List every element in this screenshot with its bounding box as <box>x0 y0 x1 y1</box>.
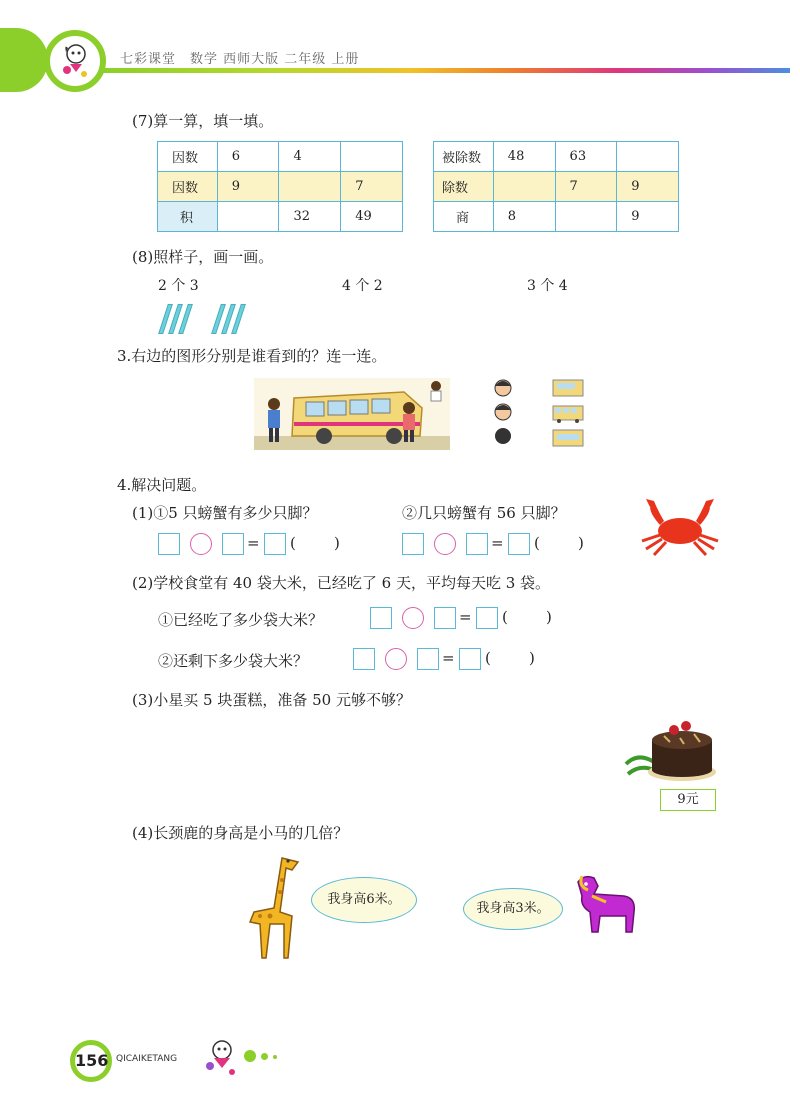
q8-item-1: 2 个 3 <box>158 278 199 294</box>
factor-table <box>157 141 403 232</box>
table-cell: 因数 <box>158 142 218 172</box>
header-accent-arc <box>0 28 48 92</box>
equals-sign: = <box>491 534 504 552</box>
answer-box[interactable] <box>434 607 456 629</box>
s4-label: 4.解决问题。 <box>117 476 207 494</box>
table-cell[interactable]: 7 <box>555 172 617 202</box>
s4-p4: (4)长颈鹿的身高是小马的几倍？ <box>132 824 349 842</box>
equals-sign: = <box>442 649 455 667</box>
header-mascot-logo <box>44 30 106 92</box>
s3-label: 3.右边的图形分别是谁看到的？连一连。 <box>117 347 387 365</box>
footer-dot <box>273 1055 277 1059</box>
s4-p1b: ②几只螃蟹有 56 只脚？ <box>402 504 566 522</box>
bus-scene-icon <box>254 378 450 450</box>
table-cell: 积 <box>158 202 218 232</box>
table-cell[interactable]: 9 <box>617 172 679 202</box>
q7-label: (7)算一算，填一填。 <box>132 112 274 130</box>
table-cell[interactable]: 63 <box>555 142 617 172</box>
table-cell[interactable]: 7 <box>341 172 403 202</box>
answer-box[interactable] <box>353 648 375 670</box>
table-cell[interactable]: 8 <box>493 202 555 232</box>
operator-circle[interactable] <box>190 533 212 555</box>
table-cell: 除数 <box>434 172 494 202</box>
cake-price-tag: 9元 <box>660 789 716 811</box>
paren-close: ) <box>546 608 552 626</box>
table-cell[interactable] <box>493 172 555 202</box>
paren-close: ) <box>529 649 535 667</box>
table-cell[interactable]: 6 <box>217 142 279 172</box>
table-cell[interactable] <box>217 202 279 232</box>
bus-views-image <box>549 378 599 450</box>
bus-views-icon <box>549 378 599 450</box>
footer-brand: QICAIKETANG <box>116 1054 178 1064</box>
footer-mascot-icon <box>200 1036 240 1080</box>
dividend-table <box>433 141 679 232</box>
answer-box[interactable] <box>466 533 488 555</box>
answer-box[interactable] <box>370 607 392 629</box>
cake-icon <box>624 712 724 786</box>
bus-scene-image <box>254 378 450 450</box>
mascot-icon <box>54 40 96 82</box>
operator-circle[interactable] <box>434 533 456 555</box>
table-cell[interactable]: 49 <box>341 202 403 232</box>
s4-p3: (3)小星买 5 块蛋糕，准备 50 元够不够？ <box>132 691 411 709</box>
table-cell[interactable] <box>279 172 341 202</box>
answer-box[interactable] <box>508 533 530 555</box>
paren-close: ) <box>334 534 340 552</box>
table-cell: 被除数 <box>434 142 494 172</box>
answer-box[interactable] <box>476 607 498 629</box>
table-cell[interactable]: 32 <box>279 202 341 232</box>
header-title: 七彩课堂 数学 西师大版 二年级 上册 <box>120 52 360 67</box>
table-cell[interactable] <box>617 142 679 172</box>
faces-image <box>485 378 521 450</box>
operator-circle[interactable] <box>385 648 407 670</box>
answer-box[interactable] <box>158 533 180 555</box>
header-rainbow-bar <box>100 68 790 73</box>
s4-p2: (2)学校食堂有 40 袋大米，已经吃了 6 天，平均每天吃 3 袋。 <box>132 574 551 592</box>
answer-box[interactable] <box>402 533 424 555</box>
table-cell[interactable] <box>341 142 403 172</box>
page-number: 156 <box>70 1040 112 1082</box>
giraffe-speech-bubble: 我身高6米。 <box>311 877 417 923</box>
s4-p2b: ②还剩下多少袋大米？ <box>158 652 309 670</box>
equals-sign: = <box>247 534 260 552</box>
footer-dot <box>261 1053 268 1060</box>
q8-label: (8)照样子，画一画。 <box>132 248 274 266</box>
operator-circle[interactable] <box>402 607 424 629</box>
paren-open: ( <box>534 534 540 552</box>
giraffe-icon <box>240 852 310 960</box>
pony-icon <box>572 872 644 936</box>
paren-close: ) <box>578 534 584 552</box>
footer-dot <box>244 1050 256 1062</box>
pony-speech-bubble: 我身高3米。 <box>463 888 563 930</box>
s4-p2a: ①已经吃了多少袋大米？ <box>158 611 324 629</box>
table-cell[interactable]: 4 <box>279 142 341 172</box>
paren-open: ( <box>502 608 508 626</box>
table-cell: 因数 <box>158 172 218 202</box>
table-cell: 商 <box>434 202 494 232</box>
table-cell[interactable]: 48 <box>493 142 555 172</box>
table-cell[interactable]: 9 <box>617 202 679 232</box>
q8-item-2: 4 个 2 <box>342 278 383 294</box>
q8-item-3: 3 个 4 <box>527 278 568 294</box>
answer-box[interactable] <box>222 533 244 555</box>
faces-icon <box>485 378 521 450</box>
paren-open: ( <box>290 534 296 552</box>
paren-open: ( <box>485 649 491 667</box>
answer-box[interactable] <box>264 533 286 555</box>
crab-icon <box>636 497 724 557</box>
table-cell[interactable]: 9 <box>217 172 279 202</box>
s4-p1a: (1)①5 只螃蟹有多少只脚？ <box>132 504 318 522</box>
equals-sign: = <box>459 608 472 626</box>
answer-box[interactable] <box>459 648 481 670</box>
answer-box[interactable] <box>417 648 439 670</box>
table-cell[interactable] <box>555 202 617 232</box>
